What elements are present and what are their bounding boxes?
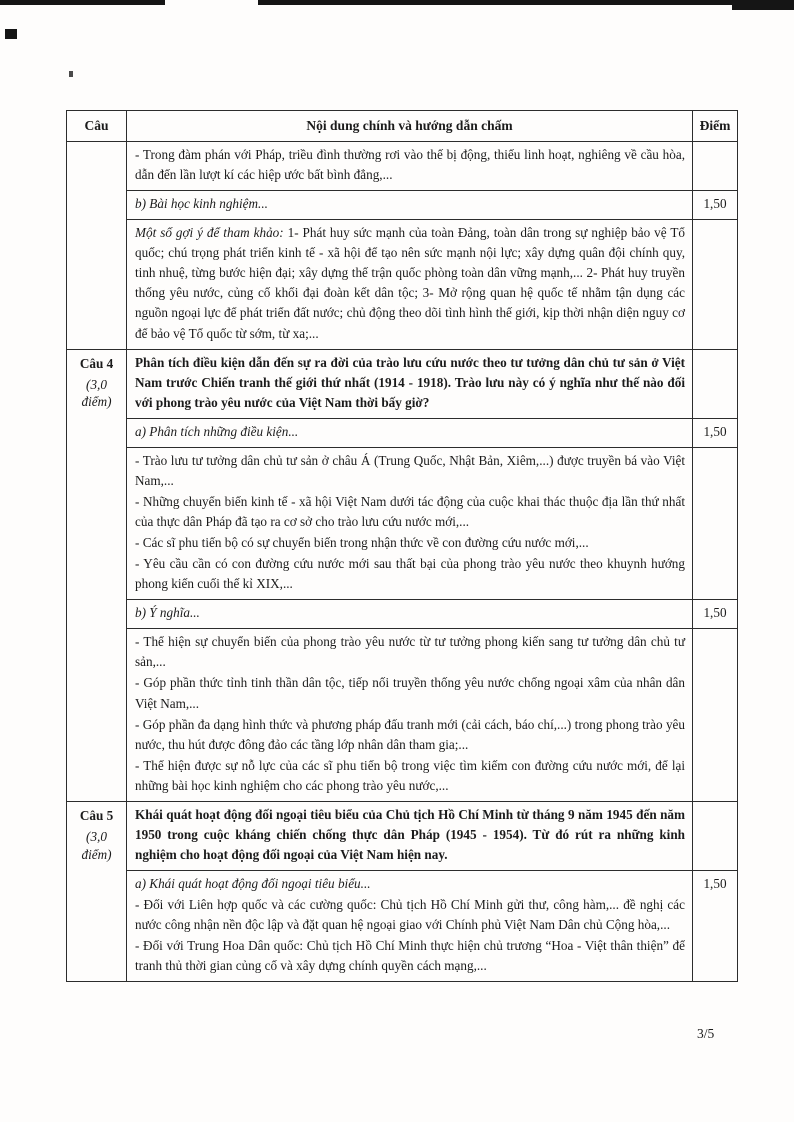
points-cell-empty	[693, 349, 738, 418]
q5-subsection-a-points: 1,50	[693, 871, 738, 982]
answer-paragraph	[135, 223, 685, 343]
q3-suggestions-cell	[127, 220, 693, 349]
header-points-column: Điểm	[693, 111, 738, 142]
q4-subsection-b-points: 1,50	[693, 600, 738, 629]
question5-points-label: (3,0 điểm)	[81, 828, 112, 862]
answer-point: - Các sĩ phu tiến bộ có sự chuyển biến trong nhận thức về con đường cứu nước mới,...	[135, 535, 589, 551]
answer-point: - Đối với Trung Hoa Dân quốc: Chủ tịch Hồ Chí Minh thực hiện chủ trương “Hoa - Việt thân thiện” để tranh thủ thời gian củng cố và xây dựng chính quyền cách mạng,...	[135, 938, 685, 974]
table-row	[67, 191, 738, 220]
q3-subsection-b-points: 1,50	[693, 191, 738, 220]
question5-label: Câu 5	[79, 807, 114, 823]
scan-artifact-top-right-corner	[732, 0, 794, 10]
q3-subsection-b-heading: b) Bài học kinh nghiệm...	[127, 191, 693, 220]
question4-points-label: (3,0 điểm)	[81, 376, 112, 410]
answer-point: - Trào lưu tư tưởng dân chủ tư sản ở châu Á (Trung Quốc, Nhật Bản, Xiêm,...) được truyền bá vào Việt Nam,...	[135, 452, 685, 488]
question5-label-cell	[67, 801, 127, 982]
table-row	[67, 418, 738, 447]
scan-artifact-left-edge	[5, 29, 17, 39]
answer-point: - Góp phần đa dạng hình thức và phương pháp đấu tranh mới (cải cách, báo chí,...) trong phong trào yêu nước, thu hút được đông đảo các tầng lớp nhân dân tham gia;...	[135, 716, 685, 752]
table-row	[67, 629, 738, 802]
suggestions-label: Một số gợi ý để tham khảo:	[135, 225, 284, 241]
points-cell-empty	[693, 801, 738, 870]
question3-label-cell	[67, 142, 127, 350]
header-question-column: Câu	[67, 111, 127, 142]
q4-subsection-a-heading: a) Phân tích những điều kiện...	[127, 418, 693, 447]
table-row	[67, 220, 738, 349]
header-content-column: Nội dung chính và hướng dẫn chấm	[127, 111, 693, 142]
q4-subsection-b-heading: b) Ý nghĩa...	[127, 600, 693, 629]
question4-label: Câu 4	[79, 355, 114, 371]
suggestions-text: 1- Phát huy sức mạnh của toàn Đảng, toàn dân trong sự nghiệp bảo vệ Tổ quốc; chú trọng phát triển kinh tế - xã hội để tạo nên sức mạnh nội lực; xây dựng quân đội chính quy, tinh nhuệ, từng bước hiện đại; xây dựng thế trận quốc phòng toàn dân vững mạnh,... 2- Phát huy truyền thống yêu nước, củng cố khối đại đoàn kết dân tộc; 3- Mở rộng quan hệ quốc tế nhằm tận dụng các nguồn ngoại lực để phát triển đất nước; chủ động theo dõi tình hình thế giới, kịp thời nhận diện nguy cơ để bảo vệ Tổ quốc từ sớm, từ xa;...	[135, 225, 685, 341]
table-row	[67, 871, 738, 982]
q5-subsection-a-heading: a) Khái quát hoạt động đối ngoại tiêu biểu...	[135, 876, 371, 891]
table-row	[67, 801, 738, 870]
q4-subsection-a-points: 1,50	[693, 418, 738, 447]
answer-point: - Thể hiện sự chuyển biến của phong trào yêu nước từ tư tưởng phong kiến sang tư tưởng dân chủ tư sản,...	[135, 634, 685, 670]
answer-point: - Những chuyển biến kinh tế - xã hội Việt Nam dưới tác động của cuộc khai thác thuộc địa lần thứ nhất của thực dân Pháp đã tạo ra cơ sở cho trào lưu cứu nước mới,...	[135, 493, 685, 529]
q5-subsection-a-cell	[127, 871, 693, 982]
q3-negotiation-cell	[127, 142, 693, 191]
answer-paragraph: - Trong đàm phán với Pháp, triều đình thường rơi vào thế bị động, thiếu linh hoạt, nghiêng về cầu hòa, dẫn đến lần lượt kí các hiệp ước bất bình đẳng,...	[135, 147, 685, 183]
answer-point: - Thể hiện được sự nỗ lực của các sĩ phu tiến bộ trong việc tìm kiếm con đường cứu nước mới, để lại những bài học kinh nghiệm cho các phong trào yêu nước,...	[135, 757, 685, 793]
grading-table	[66, 110, 738, 982]
page-number: 3/5	[697, 1026, 715, 1041]
scan-artifact-dot	[69, 71, 73, 77]
table-row	[67, 142, 738, 191]
question5-statement: Khái quát hoạt động đối ngoại tiêu biểu của Chủ tịch Hồ Chí Minh từ tháng 9 năm 1945 đến năm 1950 trong cuộc kháng chiến chống thực dân Pháp (1945 - 1954). Từ đó rút ra những kinh nghiệm cho hoạt động đối ngoại của Việt Nam hiện nay.	[127, 801, 693, 870]
table-row	[67, 447, 738, 599]
scan-artifact-top-edge-right	[258, 0, 794, 5]
answer-point: - Góp phần thức tỉnh tinh thần dân tộc, tiếp nối truyền thống yêu nước chống ngoại xâm của nhân dân Việt Nam,...	[135, 675, 685, 711]
table-row	[67, 349, 738, 418]
points-cell-empty	[693, 142, 738, 191]
points-cell-empty	[693, 447, 738, 599]
points-cell-empty	[693, 629, 738, 802]
question4-statement: Phân tích điều kiện dẫn đến sự ra đời của trào lưu cứu nước theo tư tưởng dân chủ tư sản ở Việt Nam trước Chiến tranh thế giới thứ nhất (1914 - 1918). Trào lưu này có ý nghĩa như thế nào đối với phong trào yêu nước của Việt Nam thời bấy giờ?	[127, 349, 693, 418]
q4-subsection-b-answers	[127, 629, 693, 802]
q4-subsection-a-answers	[127, 447, 693, 599]
table-row	[67, 600, 738, 629]
question4-label-cell	[67, 349, 127, 801]
answer-point: - Yêu cầu cần có con đường cứu nước mới sau thất bại của phong trào yêu nước theo khuynh hướng phong kiến cuối thế kỉ XIX,...	[135, 556, 685, 592]
table-header-row	[67, 111, 738, 142]
answer-point: - Đối với Liên hợp quốc và các cường quốc: Chủ tịch Hồ Chí Minh gửi thư, công hàm,... đề nghị các nước công nhận nền độc lập và đặt quan hệ ngoại giao với Chính phủ Việt Nam Dân chủ Cộng hòa,...	[135, 897, 685, 933]
points-cell-empty	[693, 220, 738, 349]
scan-artifact-top-edge-left	[0, 0, 165, 5]
